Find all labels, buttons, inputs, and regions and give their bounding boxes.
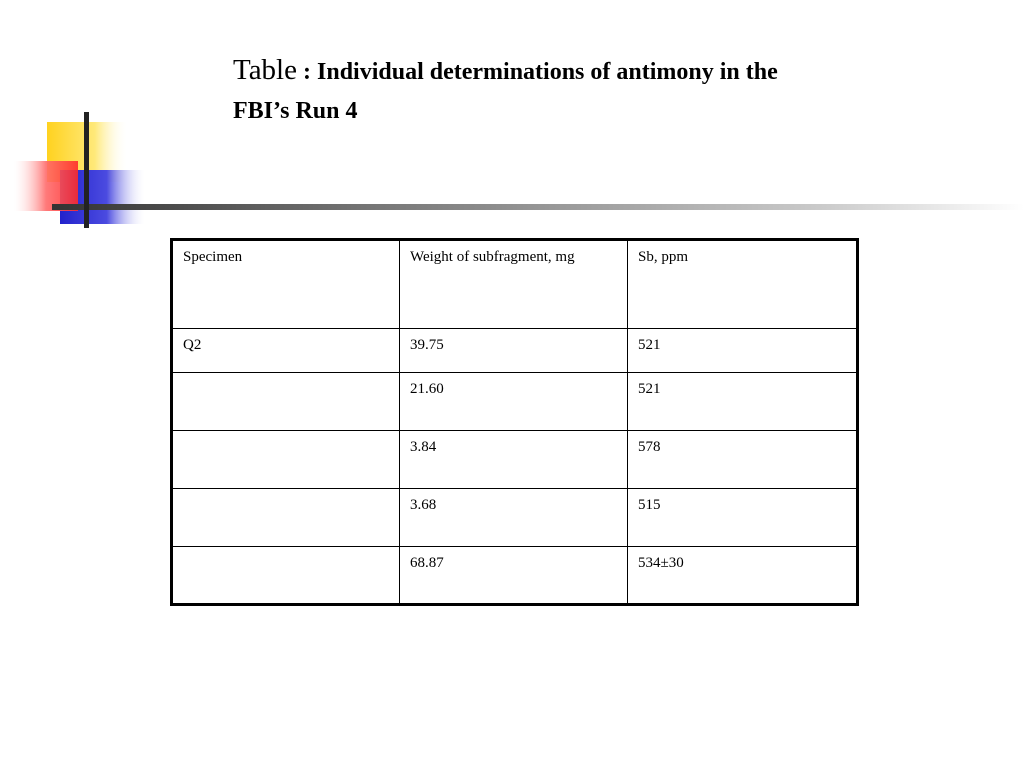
header-sb-ppm: Sb, ppm <box>628 240 858 329</box>
slide-title <box>233 52 933 132</box>
cell-weight: 39.75 <box>400 329 628 373</box>
title-colon: : <box>297 59 317 85</box>
table-header-row <box>172 240 858 329</box>
cell-sb: 515 <box>628 489 858 547</box>
header-weight: Weight of subfragment, mg <box>400 240 628 329</box>
table-row <box>172 329 858 373</box>
table-row <box>172 547 858 605</box>
header-specimen: Specimen <box>172 240 400 329</box>
table-row <box>172 431 858 489</box>
cell-weight: 68.87 <box>400 547 628 605</box>
table-row <box>172 373 858 431</box>
cell-specimen: Q2 <box>172 329 400 373</box>
vertical-bar <box>84 112 89 228</box>
cell-sb: 521 <box>628 373 858 431</box>
cell-sb: 534±30 <box>628 547 858 605</box>
cell-weight: 21.60 <box>400 373 628 431</box>
antimony-table <box>170 238 859 606</box>
cell-specimen <box>172 431 400 489</box>
title-text-line2: FBI’s Run 4 <box>233 98 358 124</box>
cell-weight: 3.68 <box>400 489 628 547</box>
title-text-line1: Individual determinations of antimony in the <box>317 59 778 85</box>
horizontal-rule <box>52 204 1024 210</box>
cell-specimen <box>172 547 400 605</box>
table-row <box>172 489 858 547</box>
title-lead: Table <box>233 54 297 86</box>
red-square <box>14 161 78 211</box>
cell-specimen <box>172 489 400 547</box>
cell-sb: 578 <box>628 431 858 489</box>
cell-weight: 3.84 <box>400 431 628 489</box>
cell-sb: 521 <box>628 329 858 373</box>
cell-specimen <box>172 373 400 431</box>
